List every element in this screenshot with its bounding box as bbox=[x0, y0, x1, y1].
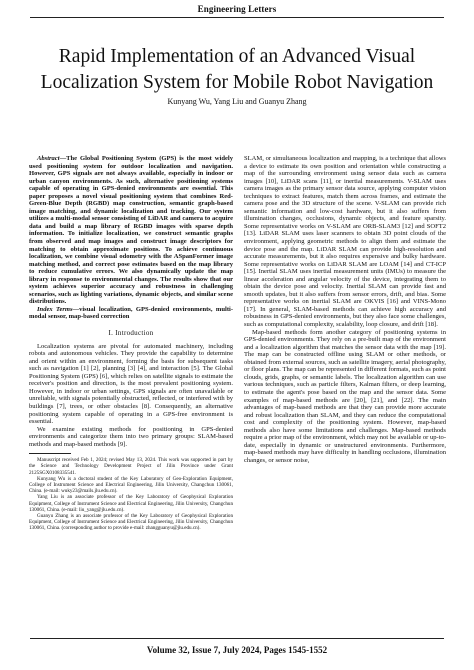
author-list: Kunyang Wu, Yang Liu and Guanyu Zhang bbox=[167, 97, 307, 106]
journal-footer: Volume 32, Issue 7, July 2024, Pages 1545-1552 bbox=[146, 645, 328, 655]
index-terms bbox=[29, 306, 233, 321]
intro-paragraph: We examine existing methods for positioning in GPS-denied environments and categorize them into two primary groups: SLAM-based methods and map-based methods [9]. bbox=[29, 425, 233, 448]
abstract-label: Abstract bbox=[37, 155, 60, 162]
footer-rule bbox=[30, 638, 444, 639]
journal-header: Engineering Letters bbox=[197, 4, 277, 14]
footnote-manuscript: Manuscript received Feb 1, 2024; revised May 13, 2024. This work was supported in part by the Science and Technology Development Project of Jilin Province under Grant 2125SGX0108335541. bbox=[29, 457, 233, 476]
index-terms-label: Index Terms bbox=[37, 305, 73, 313]
footnote-rule bbox=[29, 453, 71, 454]
body-paragraph: SLAM, or simultaneous localization and mapping, is a technique that allows a device to estimate its own position and orientation while constructing a map of the surrounding environment using sensor data such as camera images [10], LiDAR scans [11], or inertial measurements. V-SLAM uses camera images as the primary sensor data source, applying computer vision techniques to extract features, match them across frames, and estimate the camera pose and the 3D structure of the scene. V-SLAM can provide rich semantic information and low-cost hardware, but it also suffers from illumination changes, occlusions, dynamic objects, and feature sparsity. Some representative works on V-SLAM are ORB-SLAM3 [12] and SOFT2 [13]. LiDAR SLAM uses laser scanners to obtain 3D point clouds of the environment, applying geometric methods to align them and estimate the device pose and the map. LiDAR SLAM can provide high-resolution and accurate measurements, but it also requires expensive and bulky hardware. Some representative works on LiDAR SLAM are LOAM [14] and CT-ICP [15]. Inertial SLAM uses inertial measurement units (IMUs) to measure the linear acceleration and angular velocity of the device, integrating them to obtain the device pose and velocity. Inertial SLAM can provide fast and smooth updates, but it also suffers from sensor errors, drift, and bias. Some representative works on inertial SLAM are OKVIS [16] and VINS-Mono [17]. In general, SLAM-based methods can achieve high accuracy and robustness in GPS-denied environments, but they also face some challenges, such as computational complexity, scalability, loop closure, and drift [18]. bbox=[244, 155, 446, 329]
footnote-author-3: Guanyu Zhang is an associate professor of the Key Laboratory of Geophysical Exploration Equipment, College of Instrument Science and Electrical Engineering, Jilin University, Changchun 130061, China. (corresponding author to provide e-mail: zhangguanyu@jlu.edu.cn). bbox=[29, 513, 233, 532]
body-paragraph: Map-based methods form another category of positioning systems in GPS-denied environments. They rely on a pre-built map of the environment and a localization algorithm that matches the sensor data with the map [19]. The map can be constructed offline using SLAM or other methods, or obtained from external sources, such as satellite imagery, aerial photography, or floor plans. The map can be represented in different formats, such as point clouds, grids, graphs, or semantic labels. The localization algorithm can use various techniques, such as particle filters, Kalman filters, or deep learning, to estimate the agent's pose based on the map and the sensor data. Some examples of map-based methods are [20], [21], and [22]. The main advantages of map-based methods are that they can provide more accurate and robust localization than SLAM, and they can reduce the computational cost and complexity of the positioning system. However, map-based methods also have some limitations and challenges. Map-based methods require a prior map of the environment, which may not be available or up-to-date, especially in dynamic or unstructured environments. Furthermore, map-based methods may have difficulty in handling occlusions, illumination changes, or sensor noise, bbox=[244, 328, 446, 464]
intro-paragraph: Localization systems are pivotal for automated machinery, including robots and autonomous vehicles. They provide the capability to determine and orient within an environment, forming the basis for subsequent tasks such as navigation [1] [2], planning [3] [4], and interaction [5]. The Global Positioning System (GPS) [6], which relies on satellite signals to estimate the receiver's position and direction, is the most prevalent positioning system. However, in indoor or urban settings, GPS signals are often unavailable or unreliable, with signals potentially obstructed, reflected, or interfered with by buildings [7], trees, or other obstacles [8]. Consequently, an alternative positioning system capable of operating in a GPS-free environment is essential. bbox=[29, 342, 233, 426]
paper-title: Rapid Implementation of an Advanced Visual Localization System for Mobile Robot Navigation bbox=[40, 46, 434, 93]
left-column bbox=[29, 155, 233, 532]
section-heading-introduction: I. Introduction bbox=[108, 329, 154, 338]
abstract-text: —The Global Positioning System (GPS) is the most widely used positioning system for outdoor localization and navigation. However, GPS signals are not always available, especially in indoor or urban canyon environments. As such, alternative positioning systems capable of operating in GPS-denied environments are essential. This paper proposes a novel visual positioning system that combines Red-Green-Blue Depth (RGBD) map construction, semantic graph-based image matching, and dynamic localization and tracking. Our system utilizes a multi-modal sensor consisting of LiDAR and camera to acquire data and build a map library of RGBD images with sparse depth information. To initialize localization, we construct semantic graphs from observed and map images and construct image descriptors for matching to obtain approximate positions. To achieve continuous localization, we combine visual odometry with the ASpanFormer image matching method, and correct pose estimates based on the map library to reduce cumulative errors. We also dynamically update the map library in response to environmental changes. The results show that our system achieves superior accuracy and robustness in challenging scenarios, such as lighting variations, dynamic objects, and similar scene distributions. bbox=[29, 155, 233, 306]
abstract bbox=[29, 155, 233, 306]
right-column bbox=[244, 155, 446, 464]
index-terms-text: —visual localization, GPS-denied environments, multi-modal sensor, map-based correction bbox=[29, 305, 233, 321]
footnotes bbox=[29, 457, 233, 531]
footnote-author-2: Yang Liu is an associate professor of the Key Laboratory of Geophysical Exploration Equipment, College of Instrument Science and Electrical Engineering, Jilin University, Changchun 130061, China. (e-mail: liu_yang@jlu.edu.cn). bbox=[29, 494, 233, 513]
footnote-author-1: Kunyang Wu is a doctoral student of the Key Laboratory of Geo-Exploration Equipment, College of Instrument Science and Electrical Engineering, Jilin University, Changchun 130061, China. (e-mail: wuky23@mails.jlu.edu.cn). bbox=[29, 475, 233, 495]
header-rule bbox=[30, 17, 444, 18]
